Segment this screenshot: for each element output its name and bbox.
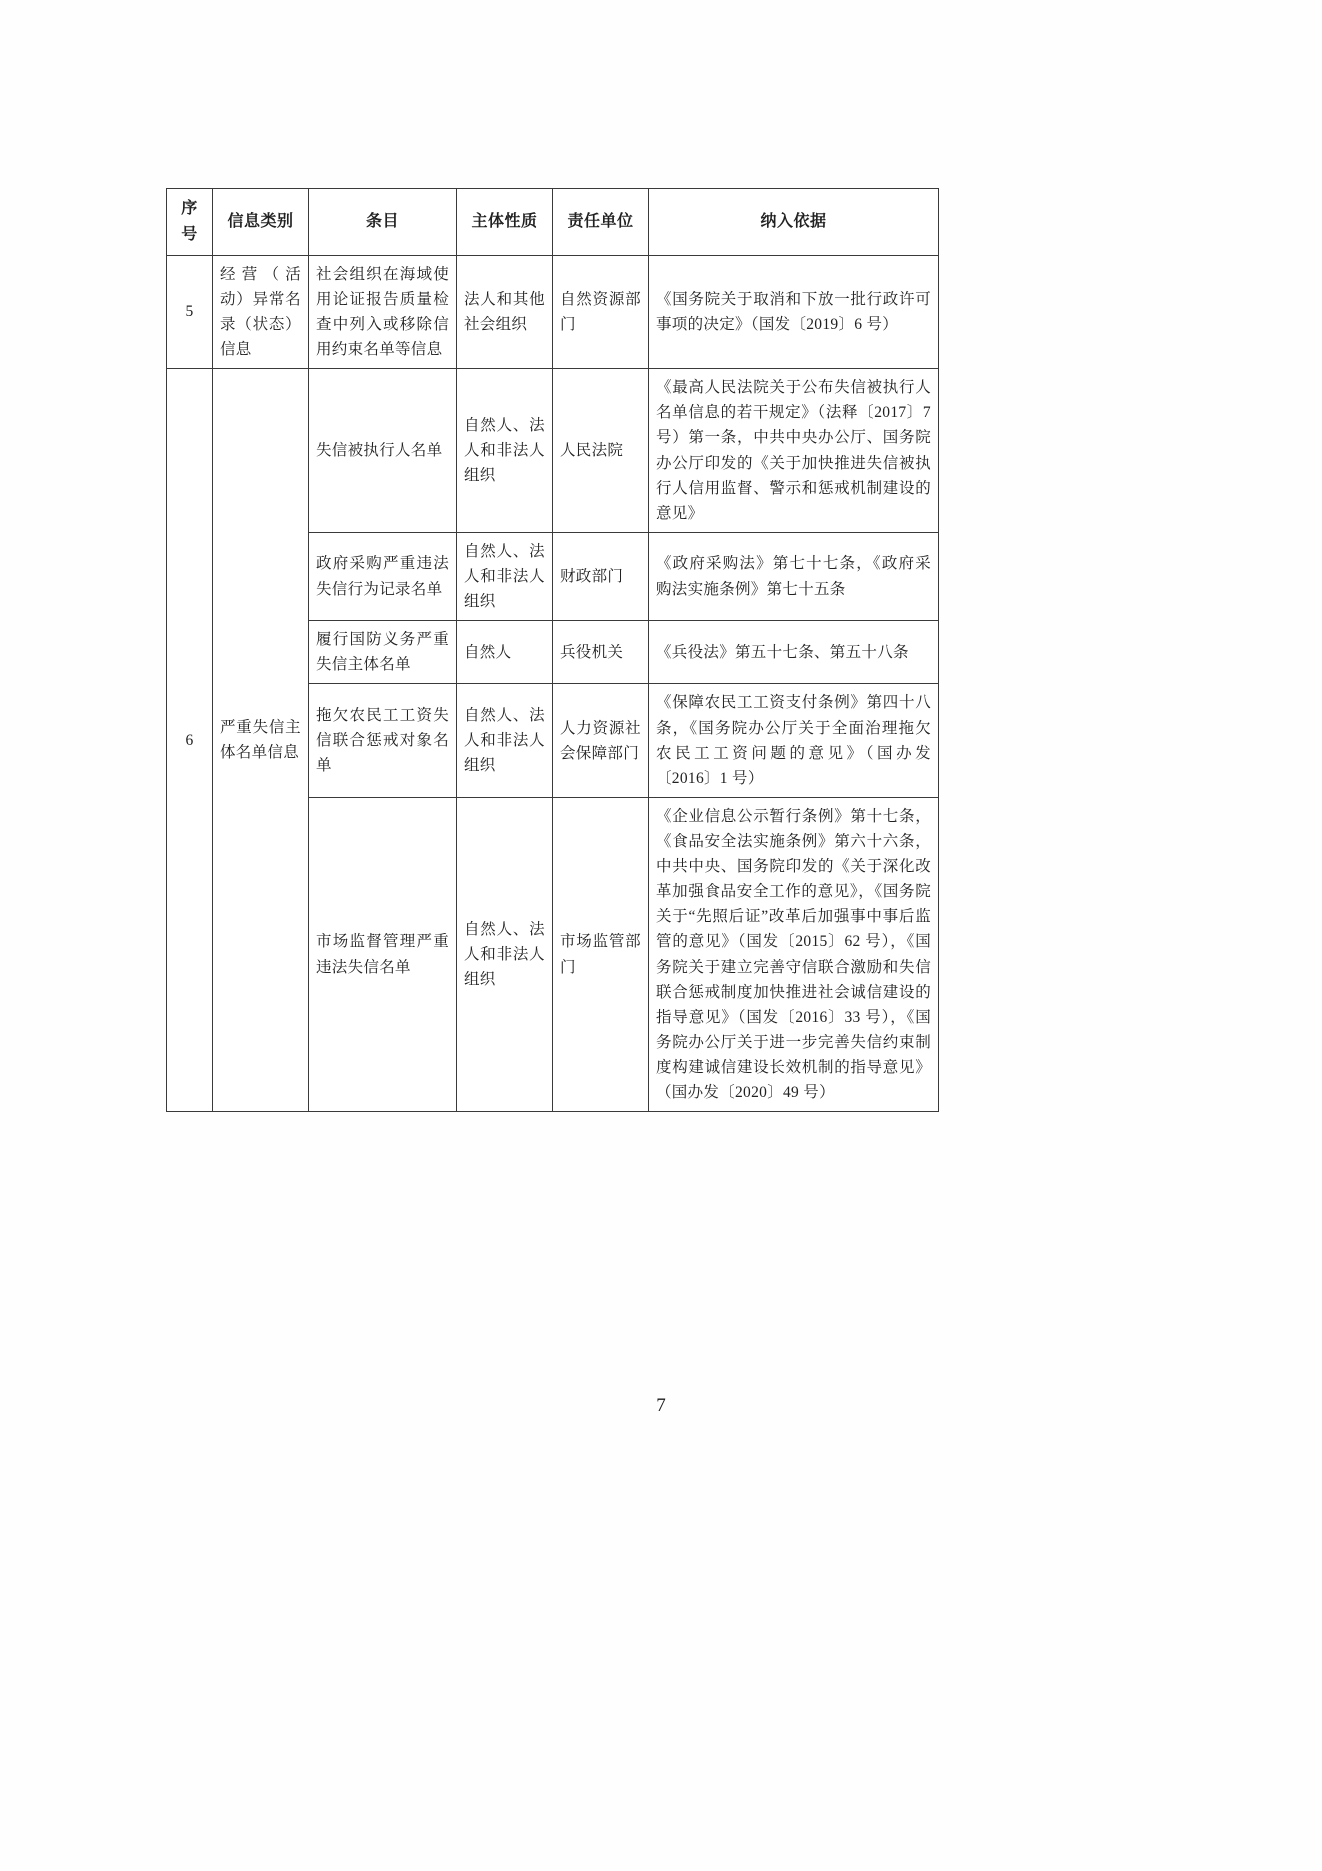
column-header-category: 信息类别 (213, 189, 309, 256)
cell-nature: 自然人 (457, 621, 553, 684)
cell-seq: 5 (167, 255, 213, 368)
cell-item: 社会组织在海域使用论证报告质量检查中列入或移除信用约束名单等信息 (309, 255, 457, 368)
cell-basis: 《最高人民法院关于公布失信被执行人名单信息的若干规定》（法释〔2017〕7 号）第一条，中共中央办公厅、国务院办公厅印发的《关于加快推进失信被执行人信用监督、警示和惩戒机制建设的意见》 (649, 369, 939, 533)
column-header-seq-line1: 序 (181, 200, 198, 217)
cell-category: 严重失信主体名单信息 (213, 369, 309, 1112)
cell-nature: 自然人、法人和非法人组织 (457, 797, 553, 1111)
cell-item: 政府采购严重违法失信行为记录名单 (309, 532, 457, 620)
column-header-nature: 主体性质 (457, 189, 553, 256)
column-header-item: 条目 (309, 189, 457, 256)
table-row (167, 369, 939, 533)
page-number: 7 (656, 1395, 666, 1416)
column-header-basis: 纳入依据 (649, 189, 939, 256)
cell-basis: 《保障农民工工资支付条例》第四十八条，《国务院办公厅关于全面治理拖欠农民工工资问题的意见》（国办发〔2016〕1 号） (649, 684, 939, 797)
credit-info-table (166, 188, 939, 1112)
cell-unit: 自然资源部门 (553, 255, 649, 368)
table-body (167, 255, 939, 1111)
cell-nature: 自然人、法人和非法人组织 (457, 532, 553, 620)
cell-unit: 人民法院 (553, 369, 649, 533)
cell-item: 失信被执行人名单 (309, 369, 457, 533)
cell-basis: 《企业信息公示暂行条例》第十七条，《食品安全法实施条例》第六十六条，中共中央、国务院印发的《关于深化改革加强食品安全工作的意见》，《国务院关于“先照后证”改革后加强事中事后监管的意见》（国发〔2015〕62 号），《国务院关于建立完善守信联合激励和失信联合惩戒制度加快推进社会诚信建设的指导意见》（国发〔2016〕33 号），《国务院办公厅关于进一步完善失信约束制度构建诚信建设长效机制的指导意见》（国办发〔2020〕49 号） (649, 797, 939, 1111)
table-header (167, 189, 939, 256)
cell-nature: 法人和其他社会组织 (457, 255, 553, 368)
cell-unit: 市场监管部门 (553, 797, 649, 1111)
cell-item: 市场监督管理严重违法失信名单 (309, 797, 457, 1111)
cell-unit: 兵役机关 (553, 621, 649, 684)
cell-nature: 自然人、法人和非法人组织 (457, 684, 553, 797)
column-header-seq-line2: 号 (181, 225, 198, 243)
cell-basis: 《国务院关于取消和下放一批行政许可事项的决定》（国发〔2019〕6 号） (649, 255, 939, 368)
cell-item: 履行国防义务严重失信主体名单 (309, 621, 457, 684)
cell-basis: 《兵役法》第五十七条、第五十八条 (649, 621, 939, 684)
cell-nature: 自然人、法人和非法人组织 (457, 369, 553, 533)
column-header-unit: 责任单位 (553, 189, 649, 256)
cell-basis: 《政府采购法》第七十七条，《政府采购法实施条例》第七十五条 (649, 532, 939, 620)
cell-category: 经营（活动）异常名录（状态）信息 (213, 255, 309, 368)
table-header-row (167, 189, 939, 256)
cell-item: 拖欠农民工工资失信联合惩戒对象名单 (309, 684, 457, 797)
credit-info-table-container (166, 188, 938, 1112)
table-row (167, 255, 939, 368)
cell-unit: 财政部门 (553, 532, 649, 620)
column-header-seq (167, 189, 213, 256)
cell-unit: 人力资源社会保障部门 (553, 684, 649, 797)
cell-seq: 6 (167, 369, 213, 1112)
